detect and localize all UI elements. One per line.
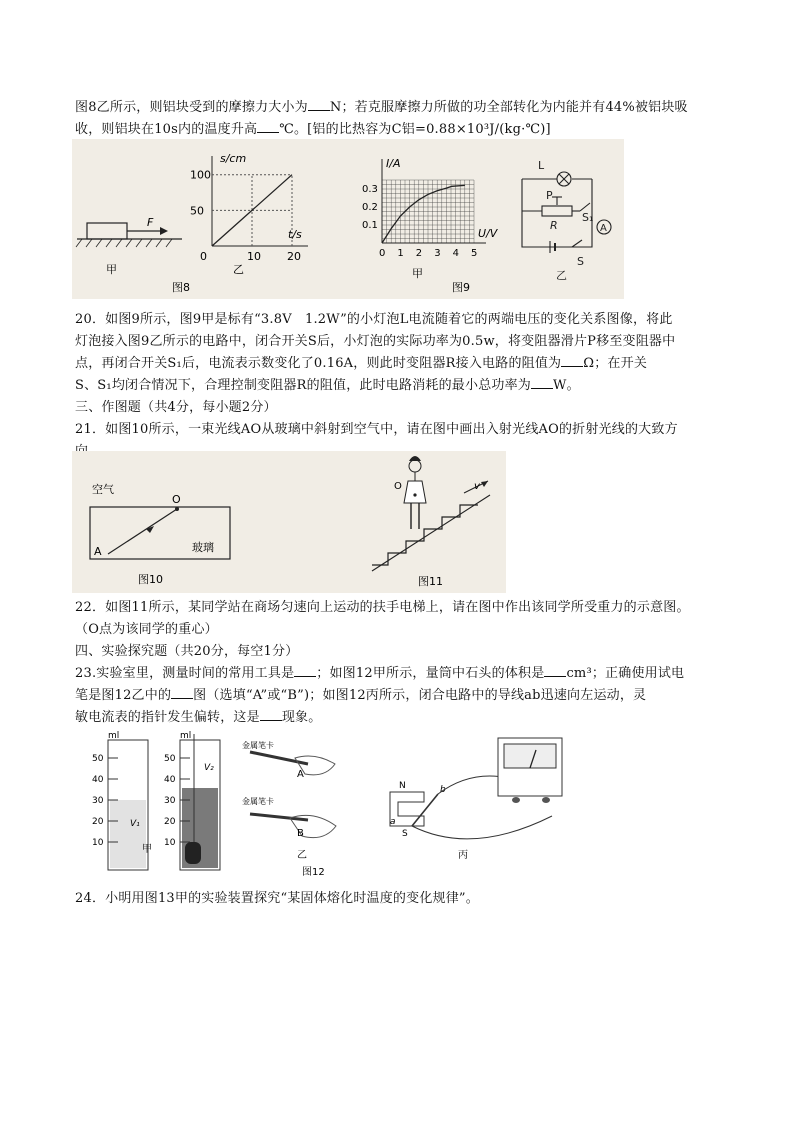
svg-text:乙: 乙 [297,850,307,861]
fig9-iu-chart [362,157,499,259]
answer-blank[interactable] [308,98,330,111]
fig12-jia-caption: 甲 [142,844,152,855]
y-tick-label: 100 [190,168,211,182]
fig10-refraction [90,482,230,586]
cylinder-tick-label: 20 [164,817,176,827]
y-tick-label: 50 [190,204,204,218]
svg-text:b: b [440,785,446,795]
svg-text:A: A [600,223,607,234]
svg-text:甲: 甲 [106,263,117,276]
svg-text:乙: 乙 [556,269,567,282]
q22-line1: 22．如图11所示，某同学站在商场匀速向上运动的扶手电梯上，请在图中作出该同学所受重力的示意图。 [75,600,690,615]
fig11-title: 图11 [418,575,443,588]
y-axis-label: s/cm [220,152,247,165]
x-axis-label: t/s [288,228,302,241]
x-tick-label: 20 [287,250,301,263]
svg-text:P: P [546,189,553,202]
x-tick-label: 3 [434,248,441,259]
y-tick-label: 0.3 [362,184,378,195]
svg-text:S: S [402,829,408,839]
x-tick-label: 1 [397,248,404,259]
svg-text:S₁: S₁ [582,211,594,224]
svg-text:甲: 甲 [412,267,423,280]
q23-line1: 23.实验室里，测量时间的常用工具是 ；如图12甲所示，量筒中石头的体积是 cm³；正确使用试电 [75,666,685,681]
cylinder-tick-label: 10 [92,838,104,848]
x-tick-label: 0 [200,250,207,263]
fig11-escalator [372,456,490,588]
figure-10-11 [72,451,506,593]
x-tick-label: 4 [452,248,459,259]
svg-text:A: A [94,545,102,558]
cylinder-tick-label: 30 [92,796,104,806]
fig9-title: 图9 [452,281,470,294]
galvanometer-setup [390,738,562,839]
answer-blank[interactable] [257,120,279,133]
svg-text:O: O [172,493,181,506]
q23-line3: 敏电流表的指针发生偏转，这是 现象。 [75,710,322,725]
svg-text:v: v [474,481,480,492]
svg-text:S: S [577,255,584,268]
cylinder-tick-label: 10 [164,838,176,848]
svg-text:B: B [297,828,304,839]
svg-text:ml: ml [180,731,192,741]
x-tick-label: 5 [471,248,478,259]
cylinder-tick-label: 40 [164,775,176,785]
section-4-heading: 四、实验探究题（共20分，每空1分） [75,644,299,659]
answer-blank[interactable] [531,376,553,389]
cylinder-tick-label: 20 [92,817,104,827]
figure-12 [90,730,650,880]
cylinder-tick-label: 50 [164,754,176,764]
q19-line2: 收，则铝块在10s内的温度升高 ℃。[铝的比热容为C铝=0.88×10³J/(kg·℃)] [75,122,551,137]
fig9-circuit [522,172,611,253]
test-pen-b [242,796,336,839]
answer-blank[interactable] [260,708,282,721]
x-tick-label: 2 [415,248,423,259]
q19-line1: 图8乙所示，则铝块受到的摩擦力大小为 N；若克服摩擦力所做的功全部转化为内能并有44%被铝块吸 [75,100,688,115]
x-axis-label: U/V [478,227,498,240]
graduated-cylinder-2 [164,731,220,870]
test-pen-a [242,740,335,780]
answer-blank[interactable] [561,354,583,367]
q24-text: 24．小明用图13甲的实验装置探究“某固体熔化时温度的变化规律”。 [75,891,479,906]
figure-8-9 [72,139,624,299]
answer-blank[interactable] [544,664,566,677]
fig9-circuit-labels [538,159,607,282]
svg-text:金属笔卡: 金属笔卡 [242,797,274,806]
svg-text:ml: ml [108,731,120,741]
fig8-title: 图8 [172,281,190,294]
fig10-title: 图10 [138,573,163,586]
svg-text:A: A [297,769,304,780]
svg-text:O: O [394,481,402,492]
svg-text:V₁: V₁ [130,819,140,829]
cylinder-tick-label: 40 [92,775,104,785]
cylinder-tick-label: 30 [164,796,176,806]
svg-text:丙: 丙 [458,850,468,861]
q20-line1: 20．如图9所示，图9甲是标有“3.8V 1.2W”的小灯泡L电流随着它的两端电压的变化关系图像，将此 [75,312,673,327]
svg-text:玻璃: 玻璃 [192,541,214,554]
fig12-title: 图12 [302,867,325,878]
svg-text:乙: 乙 [233,263,244,276]
q20-line4: S、S₁均闭合情况下，合理控制变阻器R的阻值，此时电路消耗的最小总功率为 W。 [75,378,580,393]
y-tick-label: 0.2 [362,202,378,213]
fig8-st-chart [190,152,308,263]
svg-text:L: L [538,159,545,172]
force-label: F [147,216,154,229]
svg-text:金属笔卡: 金属笔卡 [242,741,274,750]
q23-line2: 笔是图12乙中的 图（选填“A”或“B”)；如图12丙所示，闭合电路中的导线ab迅速向左运动，灵 [75,688,647,703]
svg-text:a: a [390,817,396,827]
svg-text:V₂: V₂ [204,763,214,773]
y-tick-label: 0.1 [362,220,378,231]
fig8-block-diagram [76,216,182,276]
q20-line2: 灯泡接入图9乙所示的电路中，闭合开关S后，小灯泡的实际功率为0.5w，将变阻器滑片P移至变阻器中 [75,334,676,349]
graduated-cylinder-1 [92,731,148,870]
svg-text:空气: 空气 [92,483,114,496]
svg-text:R: R [550,219,558,232]
section-3-heading: 三、作图题（共4分，每小题2分） [75,400,277,415]
x-tick-label: 0 [379,248,386,259]
svg-text:N: N [399,781,406,791]
q22-line2: （O点为该同学的重心） [75,622,218,637]
answer-blank[interactable] [171,686,193,699]
answer-blank[interactable] [294,664,316,677]
y-axis-label: I/A [386,157,401,170]
q21-line1: 21．如图10所示，一束光线AO从玻璃中斜射到空气中，请在图中画出入射光线AO的折射光线的大致方 [75,422,678,437]
x-tick-label: 10 [247,250,261,263]
q20-line3: 点，再闭合开关S₁后，电流表示数变化了0.16A，则此时变阻器R接入电路的阻值为 Ω；在开关 [75,356,648,371]
cylinder-tick-label: 50 [92,754,104,764]
